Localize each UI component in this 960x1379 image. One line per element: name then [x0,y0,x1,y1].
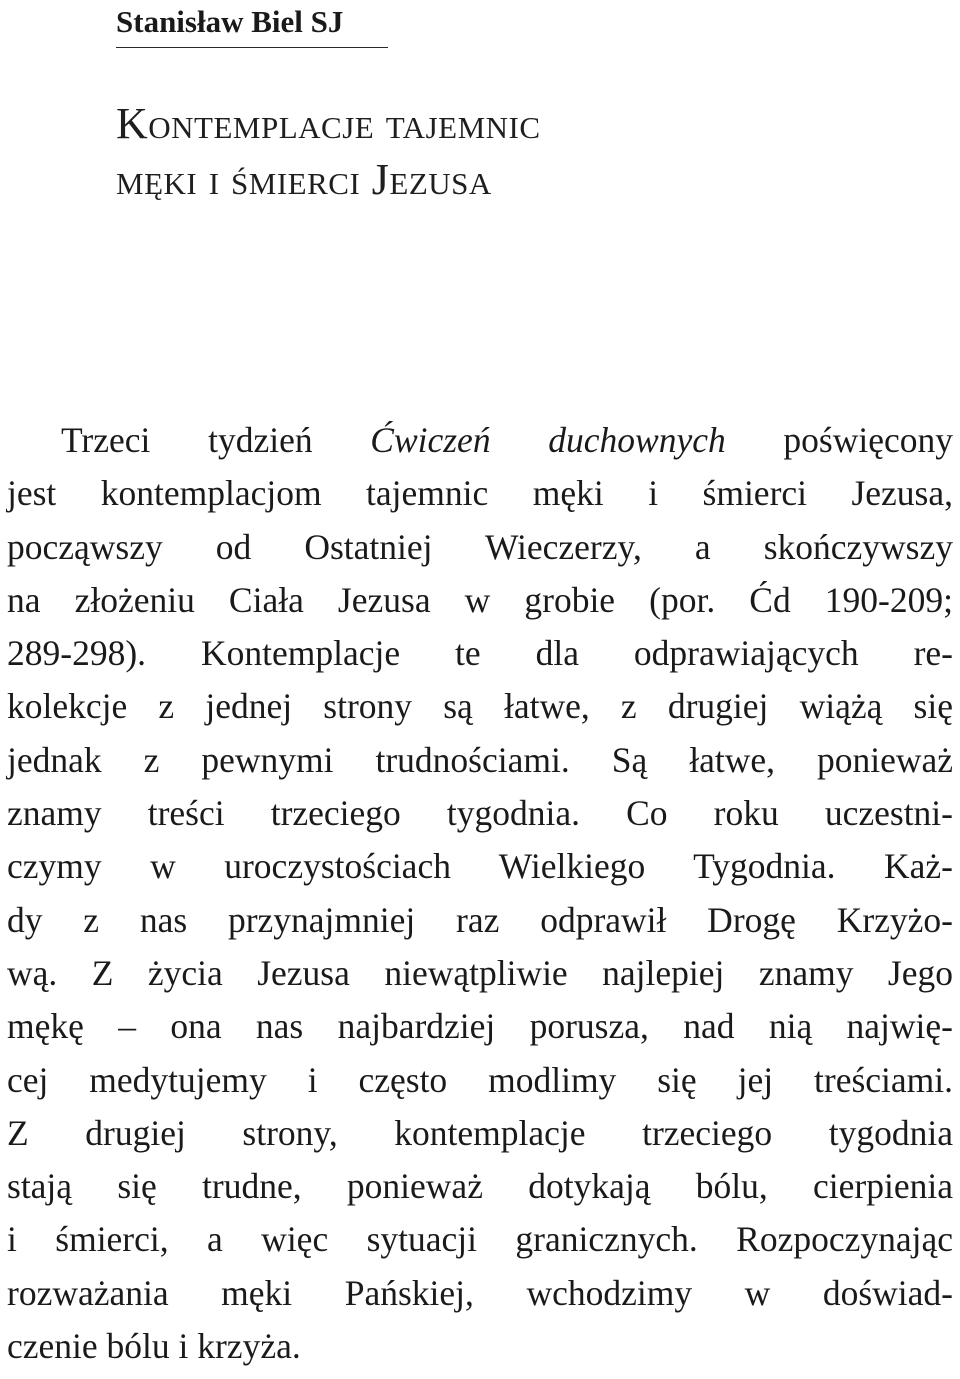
book-reference-italic: Ćwiczeń duchownych [370,420,726,460]
paragraph-line: mękę – ona nas najbardziej porusza, nad nią najwię- [7,1006,953,1047]
paragraph-line: czymy w uroczystościach Wielkiego Tygodnia. Każ- [7,846,953,887]
author-name: Stanisław Biel SJ [116,4,344,39]
paragraph-line: Z drugiej strony, kontemplacje trzeciego tygodnia [7,1112,953,1153]
paragraph-line: czenie bólu i krzyża. [7,1326,301,1367]
paragraph-line: stają się trudne, ponieważ dotykają bólu, cierpienia [7,1166,953,1207]
paragraph-line: dy z nas przynajmniej raz odprawił Drogę Krzyżo- [7,899,953,940]
paragraph-line: i śmierci, a więc sytuacji granicznych. Rozpoczynając [7,1219,953,1260]
paragraph-line: kolekcje z jednej strony są łatwe, z drugiej wiążą się [7,686,953,727]
paragraph-line: cej medytujemy i często modlimy się jej treściami. [7,1059,953,1100]
paragraph-line: na złożeniu Ciała Jezusa w grobie (por. Ćd 190-209; [7,579,953,620]
paragraph-line-text: poświęcony [725,420,953,460]
paragraph-line-text: Trzeci tydzień [61,420,371,460]
paragraph-line: począwszy od Ostatniej Wieczerzy, a skończywszy [7,526,953,567]
paragraph-line: znamy treści trzeciego tygodnia. Co roku uczestni- [7,793,953,834]
paragraph-line: jednak z pewnymi trudnościami. Są łatwe, ponieważ [7,739,953,780]
header-rule [116,47,388,48]
body-paragraph [7,414,953,1373]
chapter-title [116,96,541,208]
chapter-title-line-2: męki i śmierci Jezusa [116,155,492,204]
paragraph-line: wą. Z życia Jezusa niewątpliwie najlepiej znamy Jego [7,952,953,993]
paragraph-line [7,414,953,467]
paragraph-line: jest kontemplacjom tajemnic męki i śmierci Jezusa, [7,473,953,514]
paragraph-line: rozważania męki Pańskiej, wchodzimy w doświad- [7,1272,953,1313]
paragraph-line: 289-298). Kontemplacje te dla odprawiających re- [7,633,953,674]
chapter-title-line-1: Kontemplacje tajemnic [116,99,541,148]
